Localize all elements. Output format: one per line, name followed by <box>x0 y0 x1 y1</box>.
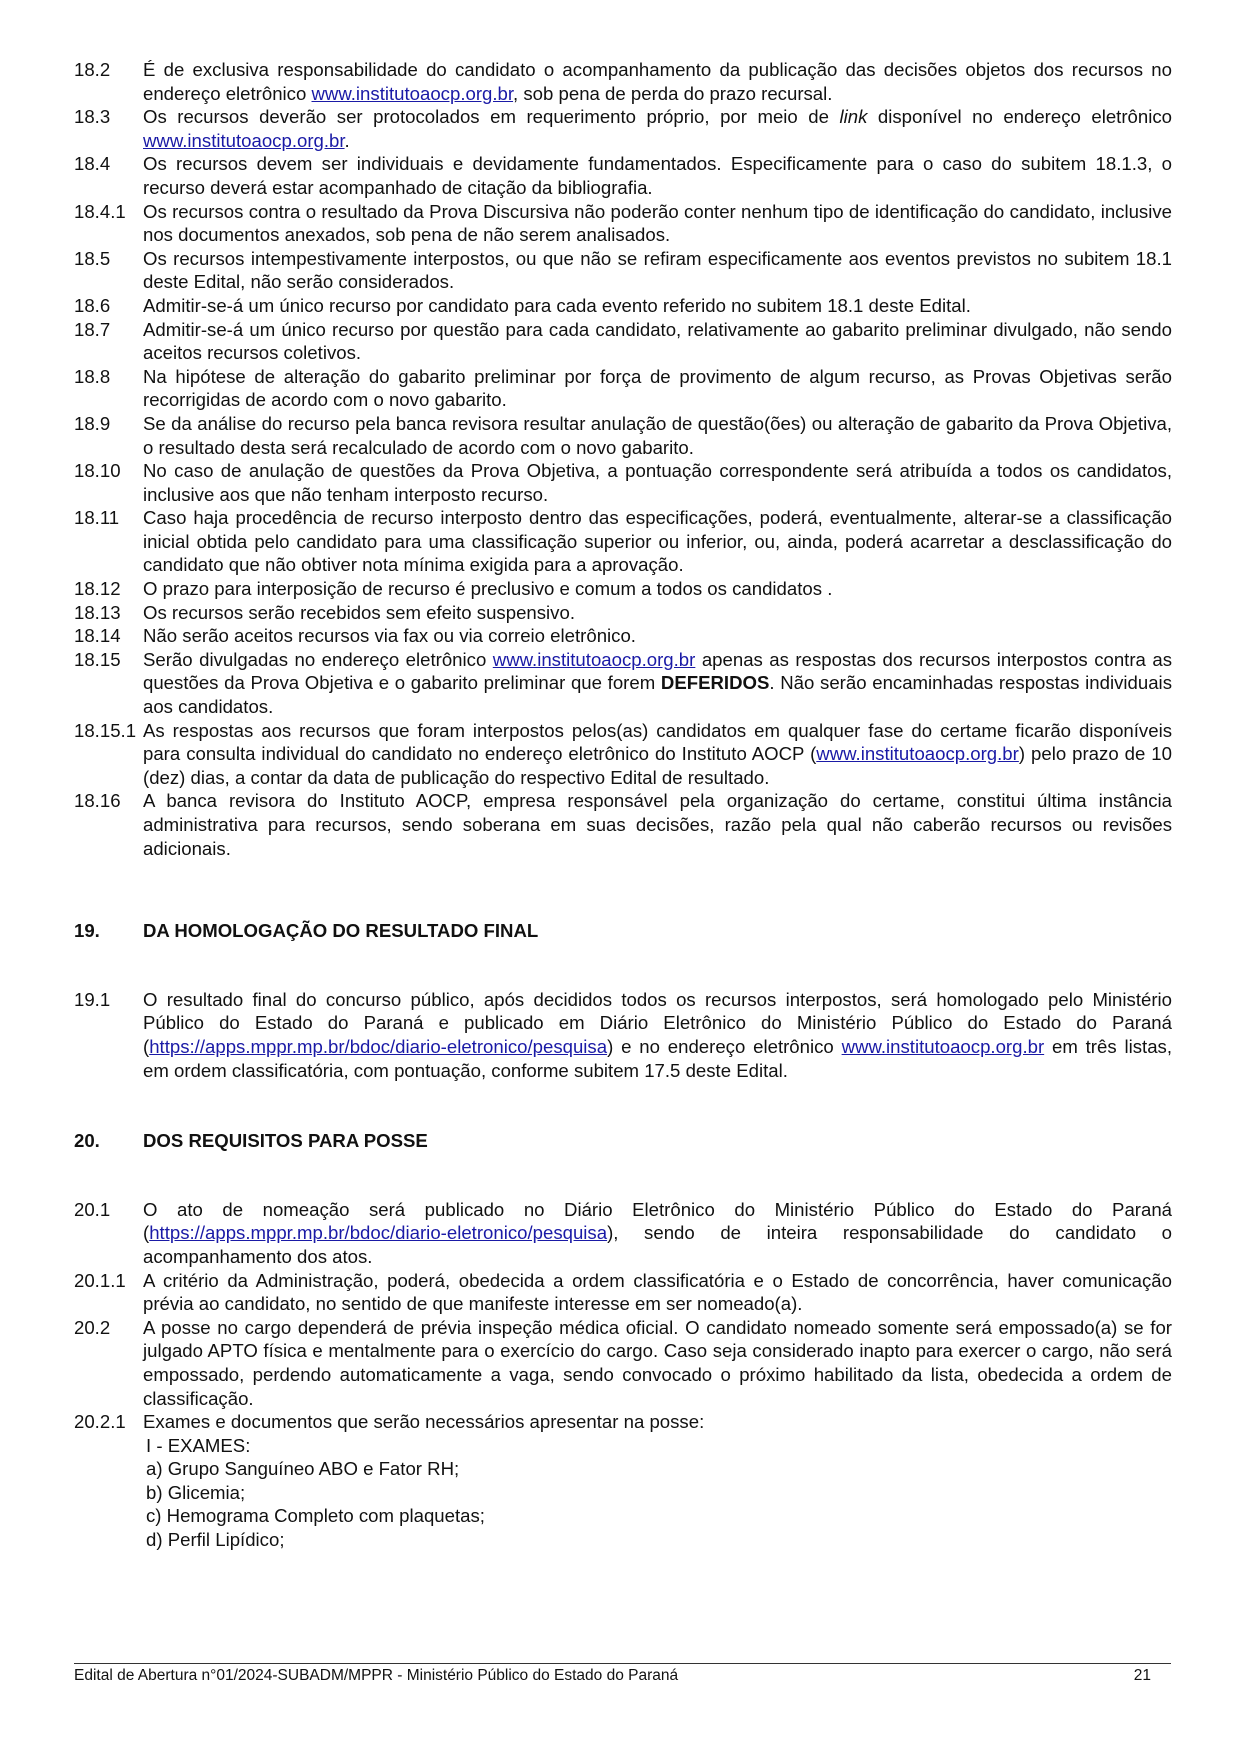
item-text: Não serão aceitos recursos via fax ou via correio eletrônico. <box>143 625 636 647</box>
item-text: No caso de anulação de questões da Prova Objetiva, a pontuação correspondente será atribuída a todos os candidatos, inclusive aos que não tenham interposto recurso. <box>143 460 1172 505</box>
item-text: em três listas, em ordem classificatória, com pontuação, conforme subitem 17.5 deste Edital. <box>143 1035 1172 1081</box>
item-20-2-1 <box>74 1410 1172 1434</box>
item-text: disponível no endereço eletrônico <box>867 106 1172 128</box>
item-text: Os recursos intempestivamente interpostos, ou que não se refiram especificamente aos eventos previstos no subitem 18.1 deste Edital, não serão considerados. <box>143 247 1172 293</box>
item-number: 18.8 <box>74 365 111 387</box>
item-text: . Não serão encaminhadas respostas individuais aos candidatos. <box>143 672 1172 718</box>
item-number: 18.5 <box>74 247 111 269</box>
institutoaocp-link[interactable]: www.institutoaocp.org.br <box>841 1035 1045 1057</box>
institutoaocp-link[interactable]: www.institutoaocp.org.br <box>816 743 1019 765</box>
diario-eletronico-link[interactable]: https://apps.mppr.mp.br/bdoc/diario-eletronico/pesquisa <box>149 1035 608 1057</box>
item-text: Admitir-se-á um único recurso por questão para cada candidato, relativamente ao gabarito preliminar divulgado, não sendo aceitos recursos coletivos. <box>143 318 1172 364</box>
section-title: DOS REQUISITOS PARA POSSE <box>143 1130 428 1152</box>
page-footer <box>74 1667 1171 1685</box>
item-19-1 <box>74 988 1172 1082</box>
item-number: 19.1 <box>74 988 111 1010</box>
item-text: Serão divulgadas no endereço eletrônico <box>143 648 493 670</box>
item-text: O resultado final do concurso público, após decididos todos os recursos interpostos, será homologado pelo Ministério Público do Estado do Paraná e publicado em Diário Eletrônico do Ministério Público do Estado do Paraná ( <box>143 988 1172 1057</box>
item-text: Os recursos devem ser individuais e devidamente fundamentados. Especificamente para o caso do subitem 18.1.3, o recurso deverá estar acompanhado de citação da bibliografia. <box>143 153 1172 198</box>
institutoaocp-link[interactable]: www.institutoaocp.org.br <box>492 648 696 670</box>
item-18-16 <box>74 789 1172 860</box>
item-text: Exames e documentos que serão necessários apresentar na posse: <box>143 1411 705 1433</box>
section-19-heading <box>74 919 1172 943</box>
bold-word: DEFERIDOS <box>660 672 770 694</box>
exam-item: d) Perfil Lipídico; <box>146 1529 285 1551</box>
item-18-12 <box>74 577 1172 601</box>
item-text: O ato de nomeação será publicado no Diário Eletrônico do Ministério Público do Estado do Paraná ( <box>143 1198 1172 1244</box>
item-number: 18.2 <box>74 59 111 80</box>
item-18-8 <box>74 365 1172 412</box>
item-18-4 <box>74 152 1172 199</box>
item-number: 18.11 <box>74 507 120 529</box>
item-text: Caso haja procedência de recurso interposto dentro das especificações, poderá, eventualmente, alterar-se a classificação inicial obtida pelo candidato para uma classificação superior ou inferior, ou, ainda, poderá acarretar a desclassificação do candidato que não obtiver nota mínima exigida para a aprovação. <box>143 507 1172 576</box>
section-20-heading <box>74 1129 1172 1153</box>
item-number: 20.1.1 <box>74 1269 126 1291</box>
item-18-3 <box>74 105 1172 152</box>
exam-item: c) Hemograma Completo com plaquetas; <box>146 1505 485 1527</box>
institutoaocp-link[interactable]: www.institutoaocp.org.br <box>143 129 345 151</box>
item-18-15 <box>74 648 1172 719</box>
item-text: Se da análise do recurso pela banca revisora resultar anulação de questão(ões) ou alteração de gabarito da Prova Objetiva, o resultado desta será recalculado de acordo com o novo gabarito. <box>143 412 1172 458</box>
document-page <box>74 58 1172 1552</box>
item-20-1-1 <box>74 1269 1172 1316</box>
footer-title: Edital de Abertura n°01/2024-SUBADM/MPPR - Ministério Público do Estado do Paraná <box>74 1667 679 1684</box>
item-number: 18.15 <box>74 648 121 670</box>
item-18-10 <box>74 459 1172 506</box>
page-number: 21 <box>1133 1667 1151 1684</box>
item-number: 18.12 <box>74 578 121 600</box>
item-number: 20.2 <box>74 1316 111 1338</box>
item-number: 18.14 <box>74 625 121 647</box>
section-number: 20. <box>74 1130 100 1152</box>
item-number: 18.13 <box>74 601 121 623</box>
item-number: 18.15.1 <box>74 719 137 741</box>
item-number: 18.7 <box>74 318 111 340</box>
item-text: ) e no endereço eletrônico <box>607 1035 842 1057</box>
italic-word: link <box>839 106 868 128</box>
item-number: 20.2.1 <box>74 1411 126 1433</box>
diario-eletronico-link[interactable]: https://apps.mppr.mp.br/bdoc/diario-eletronico/pesquisa <box>149 1222 608 1244</box>
item-text: A banca revisora do Instituto AOCP, empresa responsável pela organização do certame, constitui última instância administrativa para recursos, sendo soberana em suas decisões, razão pela qual não caberão recursos ou revisões adicionais. <box>143 790 1172 859</box>
item-number: 18.6 <box>74 294 111 316</box>
item-text: A posse no cargo dependerá de prévia inspeção médica oficial. O candidato nomeado somente será empossado(a) se for julgado APTO física e mentalmente para o exercício do cargo. Caso seja considerado inapto para exercer o cargo, não será empossado, perdendo automaticamente a vaga, sendo convocado o próximo habilitado da lista, obedecida a ordem de classificação. <box>143 1316 1172 1409</box>
item-text: É de exclusiva responsabilidade do candidato o acompanhamento da publicação das decisões objetos dos recursos no endereço eletrônico <box>143 59 1172 104</box>
item-number: 18.4.1 <box>74 200 126 222</box>
item-text: , sob pena de perda do prazo recursal. <box>513 82 833 104</box>
item-18-6 <box>74 294 1172 318</box>
item-text: ), sendo de inteira responsabilidade do candidato o acompanhamento dos atos. <box>143 1222 1172 1267</box>
item-18-7 <box>74 318 1172 365</box>
item-number: 18.10 <box>74 460 121 482</box>
item-text: O prazo para interposição de recurso é preclusivo e comum a todos os candidatos . <box>143 578 833 600</box>
item-text: Os recursos serão recebidos sem efeito suspensivo. <box>143 601 575 623</box>
item-text: ) pelo prazo de 10 (dez) dias, a contar da data de publicação do respectivo Edital de resultado. <box>143 743 1172 788</box>
exam-item: b) Glicemia; <box>146 1481 246 1503</box>
item-text: apenas as respostas dos recursos interpostos contra as questões da Prova Objetiva e o gabarito preliminar que forem <box>143 648 1173 694</box>
item-18-14 <box>74 624 1172 648</box>
section-number: 19. <box>74 920 100 942</box>
item-18-5 <box>74 247 1172 294</box>
item-text: As respostas aos recursos que foram interpostos pelos(as) candidatos em qualquer fase do certame ficarão disponíveis para consulta individual do candidato no endereço eletrônico do Instituto AOCP ( <box>143 719 1172 765</box>
item-18-4-1 <box>74 200 1172 247</box>
item-20-2 <box>74 1316 1172 1410</box>
institutoaocp-link[interactable]: www.institutoaocp.org.br <box>311 82 514 104</box>
item-18-9 <box>74 412 1172 459</box>
item-text: A critério da Administração, poderá, obedecida a ordem classificatória e o Estado de concorrência, haver comunicação prévia ao candidato, no sentido de que manifeste interesse em ser nomeado(a). <box>143 1269 1172 1315</box>
item-number: 18.16 <box>74 790 121 812</box>
item-text: Admitir-se-á um único recurso por candidato para cada evento referido no subitem 18.1 deste Edital. <box>143 294 971 316</box>
item-number: 20.1 <box>74 1198 111 1220</box>
exams-heading: I - EXAMES: <box>146 1434 251 1456</box>
item-text: . <box>344 129 350 151</box>
item-18-15-1 <box>74 719 1172 790</box>
item-number: 18.3 <box>74 106 111 128</box>
item-number: 18.4 <box>74 153 111 175</box>
section-title: DA HOMOLOGAÇÃO DO RESULTADO FINAL <box>143 920 539 942</box>
item-text: Na hipótese de alteração do gabarito preliminar por força de provimento de algum recurso, as Provas Objetivas serão recorrigidas de acordo com o novo gabarito. <box>143 365 1172 411</box>
footer-divider <box>74 1663 1171 1664</box>
item-number: 18.9 <box>74 412 111 434</box>
exam-item: a) Grupo Sanguíneo ABO e Fator RH; <box>146 1458 460 1480</box>
item-18-11 <box>74 506 1172 577</box>
item-18-2 <box>74 58 1172 105</box>
item-18-13 <box>74 601 1172 625</box>
item-text: Os recursos contra o resultado da Prova Discursiva não poderão conter nenhum tipo de identificação do candidato, inclusive nos documentos anexados, sob pena de não serem analisados. <box>143 200 1172 246</box>
item-20-1 <box>74 1198 1172 1269</box>
item-text: Os recursos deverão ser protocolados em requerimento próprio, por meio de <box>143 106 840 128</box>
